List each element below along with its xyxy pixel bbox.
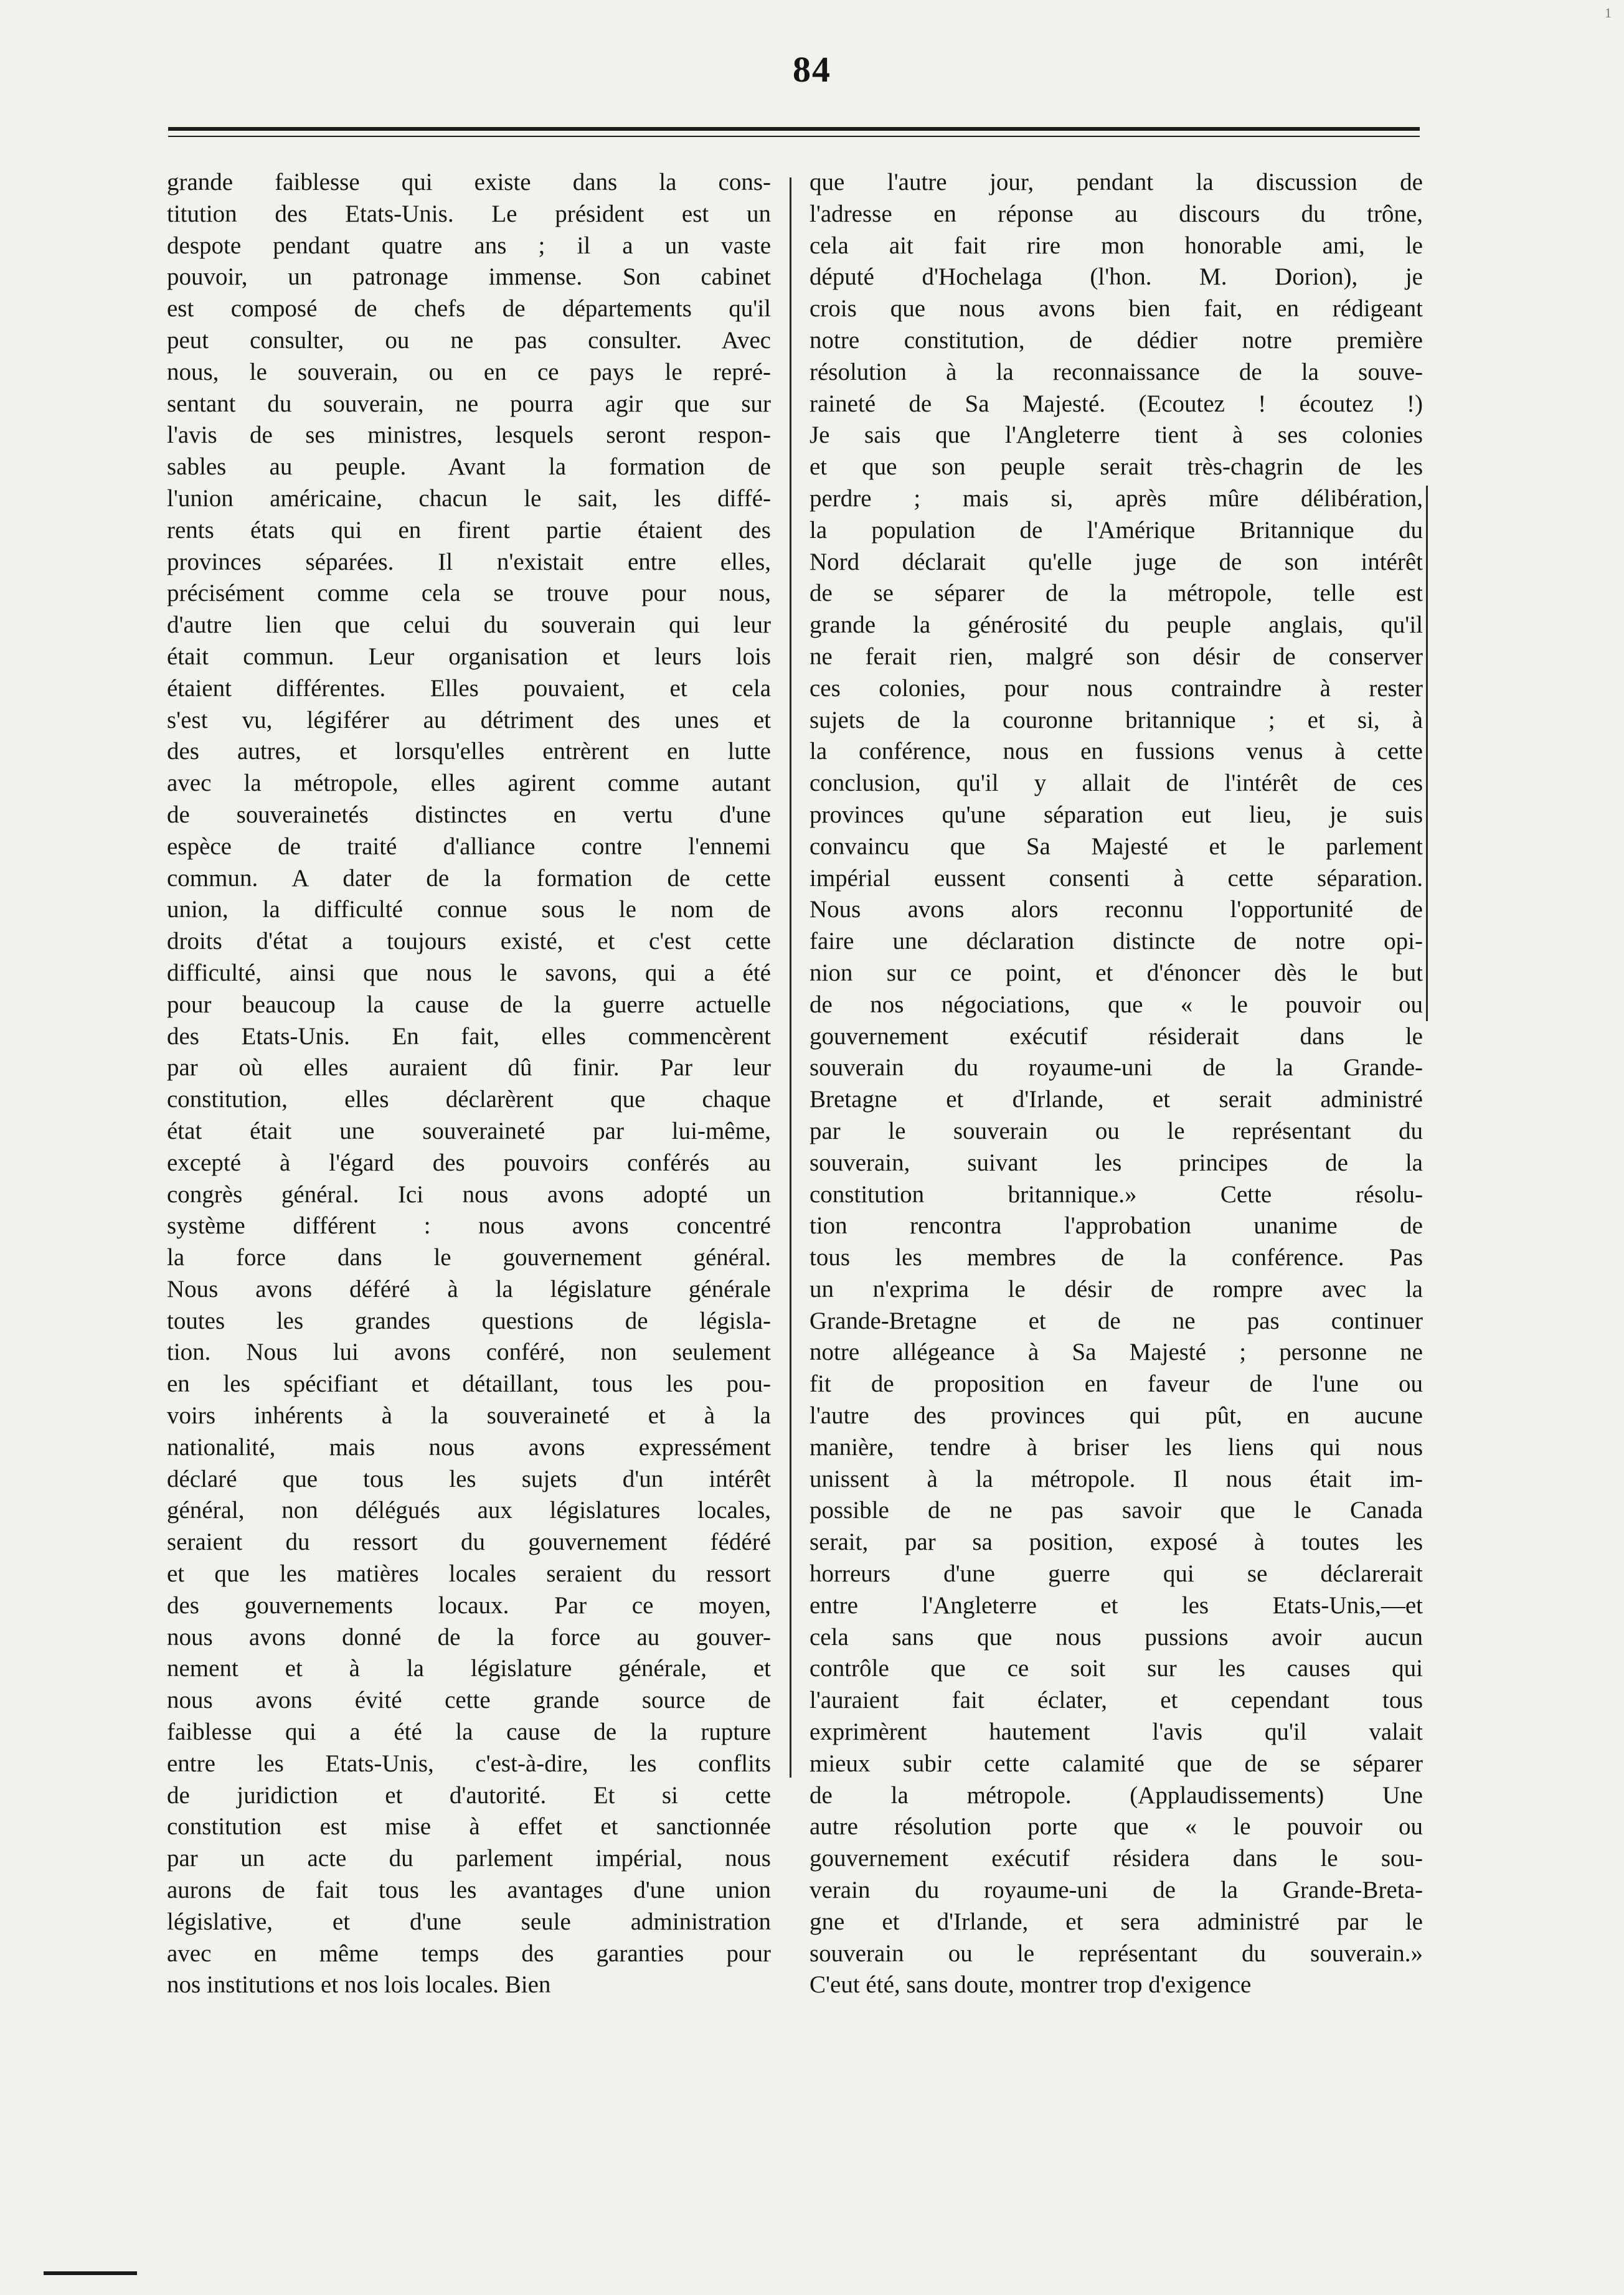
- text-line: souverain ou le représentant du souverain.»: [810, 1939, 1423, 1967]
- text-line: perdre ; mais si, après mûre délibération,: [810, 484, 1423, 512]
- text-line: souverain, suivant les principes de la: [810, 1149, 1423, 1176]
- text-line: excepté à l'égard des pouvoirs conférés au: [167, 1149, 771, 1176]
- text-line: congrès général. Ici nous avons adopté un: [167, 1180, 771, 1208]
- left-column: [167, 167, 771, 2147]
- text-line: sables au peuple. Avant la formation de: [167, 453, 771, 481]
- text-line: un n'exprima le désir de rompre avec la: [810, 1275, 1423, 1303]
- text-line: étaient différentes. Elles pouvaient, et cela: [167, 674, 771, 702]
- text-line: ne ferait rien, malgré son désir de conserver: [810, 643, 1423, 670]
- text-line: nous avons donné de la force au gouver-: [167, 1623, 771, 1651]
- text-line: de juridiction et d'autorité. Et si cette: [167, 1781, 771, 1809]
- text-line: avec en même temps des garanties pour: [167, 1939, 771, 1967]
- text-line: constitution est mise à effet et sanctionnée: [167, 1813, 771, 1840]
- text-line: était commun. Leur organisation et leurs lois: [167, 643, 771, 670]
- text-line: pour beaucoup la cause de la guerre actuelle: [167, 991, 771, 1018]
- text-line: gne et d'Irlande, et sera administré par le: [810, 1908, 1423, 1935]
- text-line: sujets de la couronne britannique ; et si, à: [810, 706, 1423, 733]
- bottom-bar: [44, 2271, 137, 2275]
- text-line: des autres, et lorsqu'elles entrèrent en lutte: [167, 738, 771, 765]
- text-line: par un acte du parlement impérial, nous: [167, 1845, 771, 1872]
- text-line: despote pendant quatre ans ; il a un vaste: [167, 232, 771, 259]
- text-line: conclusion, qu'il y allait de l'intérêt de ces: [810, 770, 1423, 797]
- text-line: manière, tendre à briser les liens qui nous: [810, 1433, 1423, 1461]
- text-line: provinces qu'une séparation eut lieu, je suis: [810, 801, 1423, 828]
- text-line: de nos négociations, que « le pouvoir ou: [810, 991, 1423, 1018]
- text-line: rents états qui en firent partie étaient des: [167, 516, 771, 544]
- text-line: nion sur ce point, et d'énoncer dès le but: [810, 959, 1423, 986]
- text-line: exprimèrent hautement l'avis qu'il valait: [810, 1718, 1423, 1746]
- text-line: et que son peuple serait très-chagrin de les: [810, 453, 1423, 481]
- text-line: entre l'Angleterre et les Etats-Unis,—et: [810, 1591, 1423, 1619]
- text-line: commun. A dater de la formation de cette: [167, 864, 771, 892]
- text-line: droits d'état a toujours existé, et c'est cette: [167, 928, 771, 955]
- text-line: tous les membres de la conférence. Pas: [810, 1244, 1423, 1271]
- text-line: la population de l'Amérique Britannique du: [810, 516, 1423, 544]
- text-line: tion. Nous lui avons conféré, non seulement: [167, 1339, 771, 1366]
- text-line: contrôle que ce soit sur les causes qui: [810, 1655, 1423, 1682]
- text-line: nationalité, mais nous avons expressément: [167, 1433, 771, 1461]
- text-line: la force dans le gouvernement général.: [167, 1244, 771, 1271]
- text-line: de se séparer de la métropole, telle est: [810, 580, 1423, 607]
- text-line: convaincu que Sa Majesté et le parlement: [810, 832, 1423, 860]
- text-line: déclaré que tous les sujets d'un intérêt: [167, 1465, 771, 1492]
- text-line: seraient du ressort du gouvernement fédéré: [167, 1529, 771, 1556]
- text-line: grande faiblesse qui existe dans la cons-: [167, 169, 771, 196]
- text-line: fit de proposition en faveur de l'une ou: [810, 1370, 1423, 1398]
- text-line: cela ait fait rire mon honorable ami, le: [810, 232, 1423, 259]
- text-line: avec la métropole, elles agirent comme autant: [167, 770, 771, 797]
- page-number: 84: [793, 49, 831, 90]
- column-divider: [790, 177, 791, 1778]
- text-line: Grande-Bretagne et de ne pas continuer: [810, 1307, 1423, 1334]
- text-line: Bretagne et d'Irlande, et serait administré: [810, 1086, 1423, 1113]
- text-line: mieux subir cette calamité que de se séparer: [810, 1750, 1423, 1777]
- text-line: des Etats-Unis. En fait, elles commencèrent: [167, 1022, 771, 1050]
- text-line: souverain du royaume-uni de la Grande-: [810, 1054, 1423, 1082]
- text-line: de souverainetés distinctes en vertu d'une: [167, 801, 771, 828]
- text-line: l'auraient fait éclater, et cependant tous: [810, 1687, 1423, 1714]
- text-line: faiblesse qui a été la cause de la rupture: [167, 1718, 771, 1746]
- text-line: des gouvernements locaux. Par ce moyen,: [167, 1591, 771, 1619]
- text-line: union, la difficulté connue sous le nom de: [167, 896, 771, 923]
- text-line: s'est vu, légiférer au détriment des unes et: [167, 706, 771, 733]
- text-line: résolution à la reconnaissance de la souve-: [810, 358, 1423, 385]
- text-line: verain du royaume-uni de la Grande-Breta-: [810, 1877, 1423, 1904]
- text-line: député d'Hochelaga (l'hon. M. Dorion), je: [810, 263, 1423, 291]
- text-line: la conférence, nous en fussions venus à cette: [810, 738, 1423, 765]
- header-rule-thick: [168, 127, 1420, 131]
- text-line: Je sais que l'Angleterre tient à ses colonies: [810, 422, 1423, 449]
- text-line: toutes les grandes questions de législa-: [167, 1307, 771, 1334]
- text-line: faire une déclaration distincte de notre opi-: [810, 928, 1423, 955]
- text-line: titution des Etats-Unis. Le président est un: [167, 200, 771, 227]
- text-line: nous, le souverain, ou en ce pays le repré-: [167, 358, 771, 385]
- text-line: difficulté, ainsi que nous le savons, qui a été: [167, 959, 771, 986]
- text-line: législative, et d'une seule administration: [167, 1908, 771, 1935]
- text-line: raineté de Sa Majesté. (Ecoutez ! écoutez !): [810, 390, 1423, 417]
- text-line: peut consulter, ou ne pas consulter. Avec: [167, 326, 771, 354]
- text-line: l'union américaine, chacun le sait, les diffé-: [167, 484, 771, 512]
- text-line: que l'autre jour, pendant la discussion de: [810, 169, 1423, 196]
- text-line: précisément comme cela se trouve pour nous,: [167, 580, 771, 607]
- text-line: C'eut été, sans doute, montrer trop d'exigence: [810, 1971, 1252, 1999]
- text-line: notre allégeance à Sa Majesté ; personne ne: [810, 1339, 1423, 1366]
- text-line: cela sans que nous pussions avoir aucun: [810, 1623, 1423, 1651]
- text-line: provinces séparées. Il n'existait entre elles,: [167, 548, 771, 575]
- text-line: nos institutions et nos lois locales. Bien: [167, 1971, 551, 1999]
- text-line: par où elles auraient dû finir. Par leur: [167, 1054, 771, 1082]
- text-line: et que les matières locales seraient du ressort: [167, 1560, 771, 1588]
- text-line: entre les Etats-Unis, c'est-à-dire, les conflits: [167, 1750, 771, 1777]
- text-line: gouvernement exécutif résiderait dans le: [810, 1022, 1423, 1050]
- text-line: l'adresse en réponse au discours du trône,: [810, 200, 1423, 227]
- text-line: par le souverain ou le représentant du: [810, 1117, 1423, 1144]
- text-line: l'avis de ses ministres, lesquels seront respon-: [167, 422, 771, 449]
- text-line: Nous avons alors reconnu l'opportunité de: [810, 896, 1423, 923]
- text-line: système différent : nous avons concentré: [167, 1212, 771, 1240]
- text-line: possible de ne pas savoir que le Canada: [810, 1497, 1423, 1524]
- corner-mark: 1: [1605, 5, 1612, 21]
- text-line: état était une souveraineté par lui-même,: [167, 1117, 771, 1144]
- margin-bracket: [1426, 486, 1428, 1021]
- text-line: en les spécifiant et détaillant, tous les pou-: [167, 1370, 771, 1398]
- text-line: l'autre des provinces qui pût, en aucune: [810, 1402, 1423, 1430]
- text-line: constitution, elles déclarèrent que chaque: [167, 1086, 771, 1113]
- text-line: notre constitution, de dédier notre première: [810, 326, 1423, 354]
- text-line: pouvoir, un patronage immense. Son cabinet: [167, 263, 771, 291]
- text-line: aurons de fait tous les avantages d'une union: [167, 1877, 771, 1904]
- text-line: général, non délégués aux législatures locales,: [167, 1497, 771, 1524]
- text-line: horreurs d'une guerre qui se déclarerait: [810, 1560, 1423, 1588]
- header-rule-thin: [168, 136, 1420, 137]
- text-line: crois que nous avons bien fait, en rédigeant: [810, 295, 1423, 323]
- text-line: espèce de traité d'alliance contre l'ennemi: [167, 832, 771, 860]
- text-line: tion rencontra l'approbation unanime de: [810, 1212, 1423, 1240]
- text-line: voirs inhérents à la souveraineté et à la: [167, 1402, 771, 1430]
- text-line: grande la générosité du peuple anglais, qu'il: [810, 611, 1423, 639]
- text-line: unissent à la métropole. Il nous était im-: [810, 1465, 1423, 1492]
- text-line: impérial eussent consenti à cette séparation.: [810, 864, 1423, 892]
- text-line: serait, par sa position, exposé à toutes les: [810, 1529, 1423, 1556]
- text-line: Nous avons déféré à la législature générale: [167, 1275, 771, 1303]
- text-line: sentant du souverain, ne pourra agir que sur: [167, 390, 771, 417]
- text-line: constitution britannique.» Cette résolu-: [810, 1180, 1423, 1208]
- text-line: d'autre lien que celui du souverain qui leur: [167, 611, 771, 639]
- text-line: gouvernement exécutif résidera dans le sou-: [810, 1845, 1423, 1872]
- text-line: Nord déclarait qu'elle juge de son intérêt: [810, 548, 1423, 575]
- text-line: autre résolution porte que « le pouvoir ou: [810, 1813, 1423, 1840]
- text-line: est composé de chefs de départements qu'il: [167, 295, 771, 323]
- text-line: ces colonies, pour nous contraindre à rester: [810, 674, 1423, 702]
- text-line: nement et à la législature générale, et: [167, 1655, 771, 1682]
- text-line: de la métropole. (Applaudissements) Une: [810, 1781, 1423, 1809]
- right-column: [810, 167, 1423, 2147]
- text-line: nous avons évité cette grande source de: [167, 1687, 771, 1714]
